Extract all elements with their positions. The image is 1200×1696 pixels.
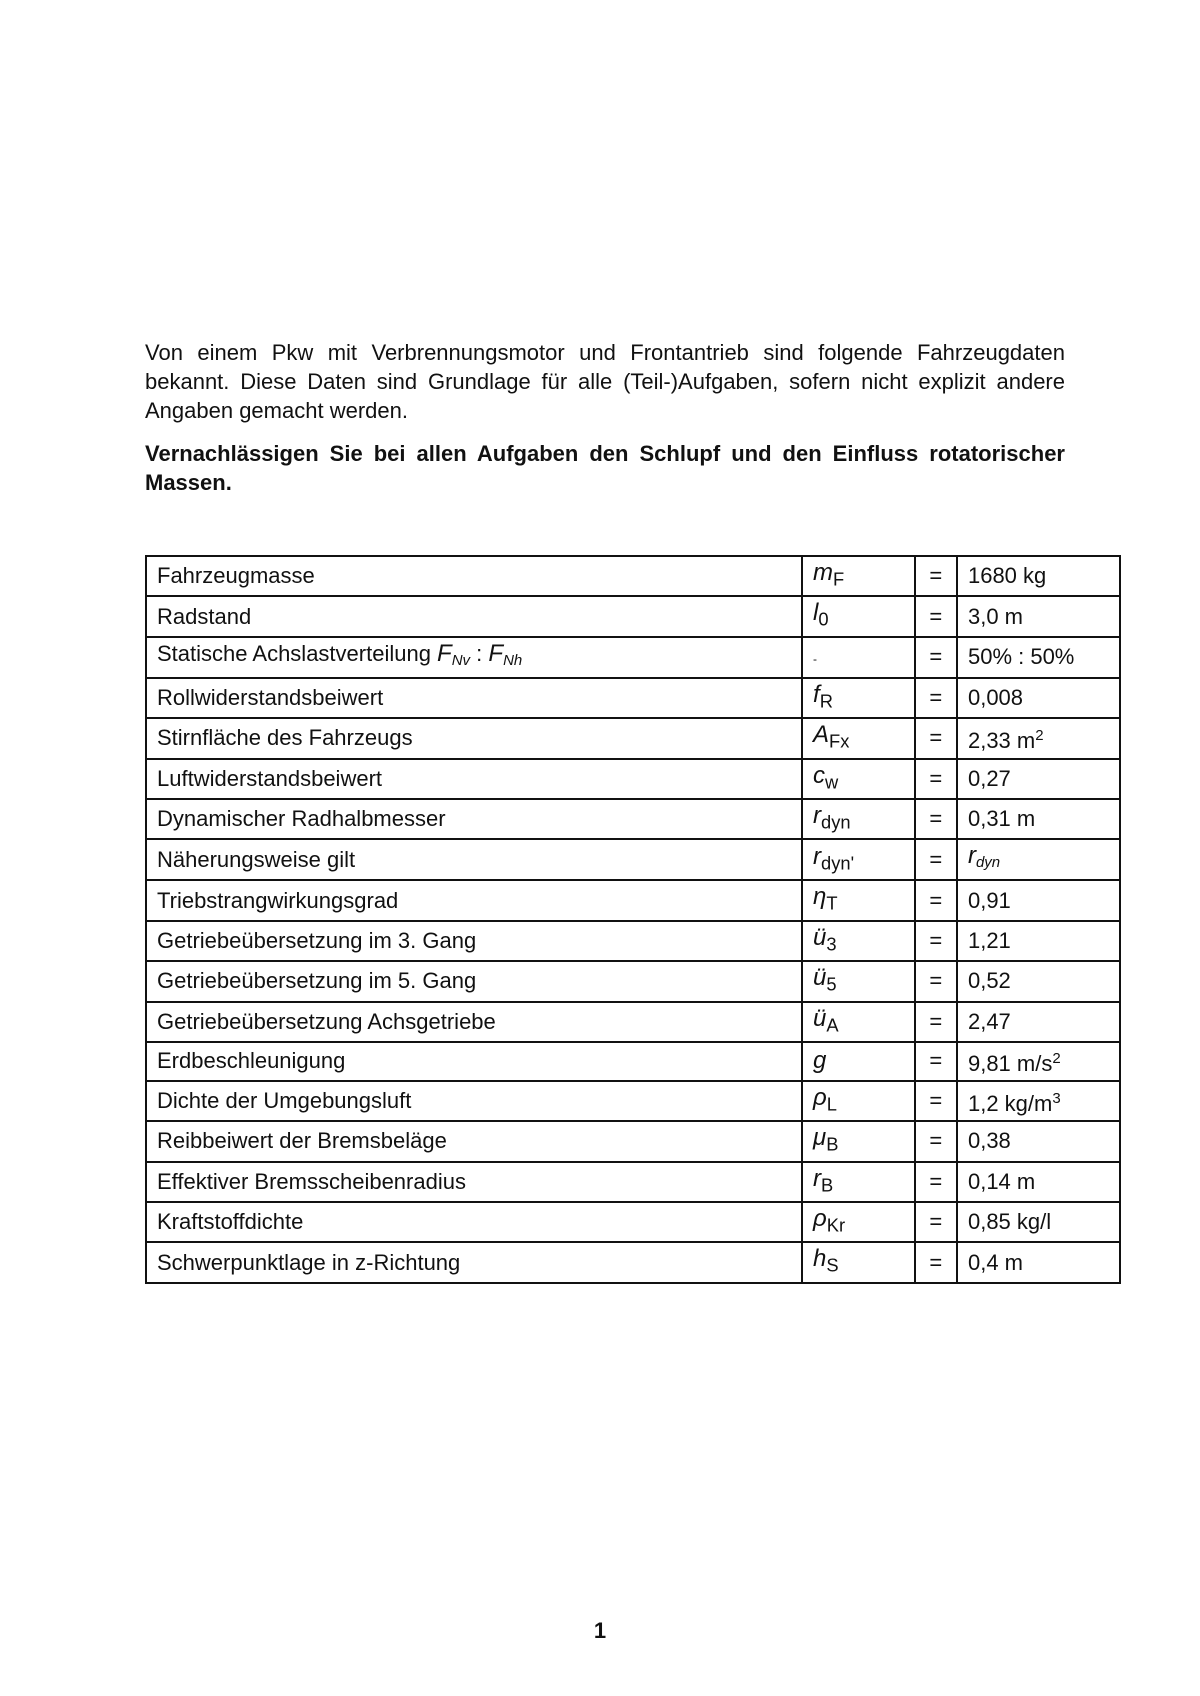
parameter-value <box>957 678 1120 718</box>
table-row <box>146 1202 1120 1242</box>
parameter-name <box>146 961 802 1001</box>
symbol-letter: μ <box>813 1124 827 1152</box>
parameter-name <box>146 1081 802 1121</box>
bold-instruction: Vernachlässigen Sie bei allen Aufgaben den Schlupf und den Einfluss rotatorischer Massen. <box>145 441 1065 495</box>
parameter-name-text: Getriebeübersetzung im 5. Gang <box>157 968 477 994</box>
parameter-name-text: Luftwiderstandsbeiwert <box>157 765 383 791</box>
parameter-value <box>957 1121 1120 1161</box>
equals-sign: = <box>915 1121 957 1161</box>
table-row <box>146 556 1120 596</box>
symbol-letter: m <box>813 559 834 586</box>
parameter-name-text: Getriebeübersetzung im 3. Gang <box>157 927 477 953</box>
parameter-name-text: Näherungsweise gilt <box>157 846 356 872</box>
symbol-subscript: A <box>826 1013 839 1035</box>
symbol-letter: r <box>813 801 822 829</box>
vehicle-data-table <box>145 555 1121 1284</box>
parameter-name-text: Schwerpunktlage in z-Richtung <box>157 1249 461 1275</box>
symbol-letter: - <box>813 651 818 666</box>
parameter-symbol <box>802 839 915 880</box>
parameter-symbol <box>802 1242 915 1282</box>
parameter-value <box>957 1081 1120 1121</box>
parameter-name-text: Reibbeiwert der Bremsbeläge <box>157 1128 447 1154</box>
parameter-symbol <box>802 596 915 636</box>
parameter-symbol <box>802 718 915 758</box>
symbol-letter: ρ <box>813 1205 827 1233</box>
symbol-letter: f <box>813 680 820 708</box>
parameter-name <box>146 678 802 718</box>
symbol-subscript: 3 <box>826 933 837 955</box>
parameter-value <box>957 637 1120 678</box>
table-row <box>146 637 1120 678</box>
symbol-letter: η <box>813 883 827 911</box>
symbol-letter: c <box>813 761 826 789</box>
parameter-symbol <box>802 759 915 799</box>
symbol-letter: r <box>813 1164 822 1192</box>
value-text: 0,4 m <box>967 1249 1023 1275</box>
parameter-value <box>957 839 1120 880</box>
equals-sign: = <box>915 1081 957 1121</box>
name-separator: : <box>470 640 489 666</box>
parameter-symbol <box>802 1202 915 1242</box>
table-row <box>146 1002 1120 1042</box>
parameter-name <box>146 1202 802 1242</box>
symbol-subscript: S <box>826 1254 839 1276</box>
equals-sign: = <box>915 1002 957 1042</box>
parameter-symbol <box>802 961 915 1001</box>
parameter-symbol <box>802 678 915 718</box>
parameter-symbol <box>802 921 915 961</box>
equals-sign: = <box>915 1242 957 1282</box>
parameter-name <box>146 799 802 839</box>
parameter-name-text: Stirnfläche des Fahrzeugs <box>157 725 413 751</box>
parameter-symbol <box>802 556 915 596</box>
equals-sign: = <box>915 678 957 718</box>
symbol-subscript: 0 <box>818 608 829 630</box>
parameter-value <box>957 1002 1120 1042</box>
value-symbol: r <box>967 842 976 870</box>
symbol-subscript: B <box>826 1133 839 1155</box>
name-symbol-subscript: Nh <box>503 651 523 669</box>
symbol-subscript: R <box>819 690 833 712</box>
equals-sign: = <box>915 718 957 758</box>
equals-sign: = <box>915 1162 957 1202</box>
parameter-symbol <box>802 880 915 920</box>
parameter-name-text: Kraftstoffdichte <box>157 1209 304 1235</box>
symbol-letter: A <box>813 721 830 749</box>
parameter-symbol <box>802 1162 915 1202</box>
parameter-name <box>146 759 802 799</box>
parameter-name-text: Dynamischer Radhalbmesser <box>157 806 446 832</box>
table-row <box>146 961 1120 1001</box>
equals-sign: = <box>915 799 957 839</box>
table-row <box>146 839 1120 880</box>
value-text: 9,81 m/s <box>967 1050 1053 1076</box>
parameter-name-text: Fahrzeugmasse <box>157 563 315 589</box>
parameter-name <box>146 718 802 758</box>
symbol-letter: ü <box>813 1004 827 1032</box>
symbol-letter: h <box>813 1245 827 1273</box>
parameter-name <box>146 1162 802 1202</box>
parameter-symbol <box>802 1002 915 1042</box>
parameter-value <box>957 759 1120 799</box>
parameter-value <box>957 921 1120 961</box>
equals-sign: = <box>915 596 957 636</box>
symbol-subscript: T <box>826 892 838 914</box>
equals-sign: = <box>915 921 957 961</box>
parameter-symbol <box>802 1081 915 1121</box>
parameter-name-text: Effektiver Bremsscheibenradius <box>157 1168 466 1194</box>
parameter-symbol <box>802 799 915 839</box>
parameter-value <box>957 556 1120 596</box>
symbol-subscript: 5 <box>826 973 837 995</box>
page-number: 1 <box>593 1618 607 1643</box>
table-body <box>146 556 1120 1283</box>
symbol-letter: l <box>813 599 819 627</box>
parameter-name <box>146 839 802 880</box>
value-text: 0,14 m <box>967 1168 1036 1194</box>
parameter-name <box>146 1002 802 1042</box>
parameter-symbol <box>802 1042 915 1081</box>
equals-sign: = <box>915 556 957 596</box>
parameter-value <box>957 1242 1120 1282</box>
symbol-subscript: dyn <box>821 811 851 833</box>
value-text: 0,38 <box>967 1128 1011 1154</box>
parameter-symbol <box>802 1121 915 1161</box>
parameter-name <box>146 1042 802 1081</box>
table-row <box>146 678 1120 718</box>
value-text: 1,21 <box>967 927 1011 953</box>
value-exponent: 2 <box>1035 726 1044 744</box>
parameter-value <box>957 880 1120 920</box>
equals-sign: = <box>915 839 957 880</box>
parameter-value <box>957 1162 1120 1202</box>
value-text: 0,008 <box>967 684 1024 710</box>
equals-sign: = <box>915 961 957 1001</box>
symbol-letter: ü <box>813 923 827 951</box>
name-symbol-subscript: Nv <box>451 651 471 669</box>
symbol-subscript: B <box>821 1174 834 1196</box>
symbol-letter: g <box>813 1047 827 1075</box>
value-text: 0,31 m <box>967 806 1036 832</box>
equals-sign: = <box>915 1202 957 1242</box>
name-symbol: F <box>488 639 504 667</box>
value-text: 0,91 <box>967 887 1011 913</box>
parameter-name <box>146 1121 802 1161</box>
parameter-name <box>146 921 802 961</box>
value-text: 2,47 <box>967 1008 1011 1034</box>
symbol-subscript: L <box>826 1093 837 1115</box>
table-row <box>146 799 1120 839</box>
parameter-value <box>957 596 1120 636</box>
parameter-value <box>957 961 1120 1001</box>
table-row <box>146 1081 1120 1121</box>
symbol-subscript: Kr <box>826 1214 846 1236</box>
parameter-name <box>146 1242 802 1282</box>
equals-sign: = <box>915 880 957 920</box>
parameter-name <box>146 880 802 920</box>
table-row <box>146 759 1120 799</box>
parameter-name-text: Erdbeschleunigung <box>157 1048 346 1074</box>
table-row <box>146 1042 1120 1081</box>
parameter-value <box>957 799 1120 839</box>
parameter-name-text: Rollwiderstandsbeiwert <box>157 684 384 710</box>
value-symbol-subscript: dyn <box>975 854 1001 872</box>
value-text: 2,33 m <box>967 727 1036 753</box>
parameter-symbol <box>802 637 915 678</box>
value-text: 3,0 m <box>967 603 1023 629</box>
symbol-letter: r <box>813 842 822 870</box>
value-text: 1680 kg <box>967 563 1047 589</box>
value-exponent: 3 <box>1052 1089 1061 1107</box>
value-text: 0,85 kg/l <box>967 1209 1052 1235</box>
value-text: 50% : 50% <box>967 644 1075 670</box>
parameter-name <box>146 637 802 678</box>
parameter-name-text: Triebstrangwirkungsgrad <box>157 887 399 913</box>
parameter-name <box>146 596 802 636</box>
table-row <box>146 880 1120 920</box>
equals-sign: = <box>915 637 957 678</box>
symbol-subscript: dyn' <box>821 852 855 874</box>
symbol-letter: ü <box>813 964 827 992</box>
table-row <box>146 718 1120 758</box>
table-row <box>146 1242 1120 1282</box>
symbol-letter: ρ <box>813 1083 827 1111</box>
parameter-value <box>957 1202 1120 1242</box>
intro-paragraph: Von einem Pkw mit Verbrennungsmotor und Frontantrieb sind folgende Fahrzeugdaten bekannt. Diese Daten sind Grundlage für alle (Teil-)Aufgaben, sofern nicht explizit andere Angaben gemacht werden. <box>145 340 1065 423</box>
parameter-name-text: Dichte der Umgebungsluft <box>157 1088 412 1114</box>
parameter-value <box>957 718 1120 758</box>
name-symbol: F <box>437 639 452 667</box>
value-text: 0,27 <box>967 765 1011 791</box>
value-exponent: 2 <box>1052 1049 1061 1067</box>
table-row <box>146 1162 1120 1202</box>
parameter-name-text: Statische Achslastverteilung <box>157 640 438 666</box>
table-row <box>146 1121 1120 1161</box>
parameter-name-text: Getriebeübersetzung Achsgetriebe <box>157 1008 496 1034</box>
symbol-subscript: Fx <box>829 730 850 752</box>
symbol-subscript: F <box>833 568 845 590</box>
equals-sign: = <box>915 1042 957 1081</box>
equals-sign: = <box>915 759 957 799</box>
value-text: 1,2 kg/m <box>967 1090 1053 1116</box>
symbol-subscript: w <box>825 770 839 792</box>
table-row <box>146 596 1120 636</box>
parameter-name-text: Radstand <box>157 603 252 629</box>
table-row <box>146 921 1120 961</box>
parameter-name <box>146 556 802 596</box>
parameter-value <box>957 1042 1120 1081</box>
value-text: 0,52 <box>967 968 1011 994</box>
